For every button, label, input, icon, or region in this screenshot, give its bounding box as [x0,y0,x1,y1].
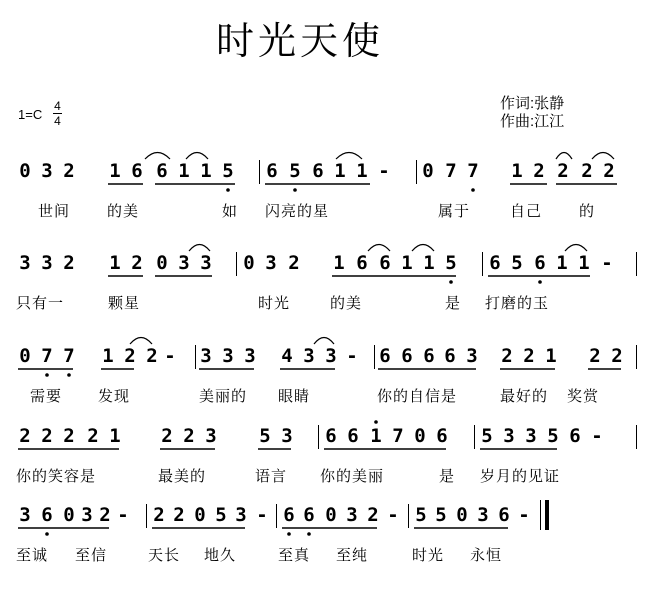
note: 2 [533,160,545,182]
lyric-text: 自己 [510,202,543,220]
note: 6 [131,160,143,182]
score-system-4 [0,425,647,495]
time-signature-top: 4 [54,99,61,113]
note: 2 [19,425,31,447]
lyric-text: 时光 [258,294,291,312]
composer-line [500,113,564,131]
note: 6 [41,504,53,526]
note: 3 [265,252,277,274]
note: 6 [534,252,546,274]
note: 2 [611,345,623,367]
slur-arc [412,245,434,252]
composer-name: 江江 [534,113,565,130]
note: 1 [200,160,212,182]
lyric-text: 打磨的玉 [485,294,550,312]
note: 7 [467,160,479,182]
lyric-text: 至真 [278,546,311,564]
note: 0 [63,504,75,526]
note: 3 [325,345,337,367]
lyric-text: 你的笑容是 [16,467,97,485]
note: 1 [401,252,413,274]
note: 0 [243,252,255,274]
slur-arc [314,338,334,345]
note: 4 [281,345,293,367]
slur-arc [592,153,614,160]
lyric-text: 发现 [98,387,131,405]
note-extension: - [591,425,603,447]
note: 1 [370,425,382,447]
note: 3 [466,345,478,367]
notation-marks [0,425,647,495]
note-extension: - [256,504,268,526]
slur-arc [368,245,390,252]
note-extension: - [164,345,176,367]
note: 6 [423,345,435,367]
note: 1 [578,252,590,274]
octave-dot-above [374,420,378,424]
note: 2 [603,160,615,182]
note: 2 [87,425,99,447]
note: 2 [146,345,158,367]
note: 1 [109,252,121,274]
note: 0 [422,160,434,182]
note: 6 [356,252,368,274]
lyric-text: 至纯 [336,546,369,564]
credits [500,95,564,131]
score-system-5 [0,504,647,574]
octave-dot-below [287,532,291,536]
note: 2 [99,504,111,526]
note: 2 [501,345,513,367]
note: 0 [194,504,206,526]
note: 1 [178,160,190,182]
lyric-text: 的美 [107,202,140,220]
notation-marks [0,252,647,322]
score-system-2 [0,252,647,322]
note: 6 [379,345,391,367]
octave-dot-below [449,280,453,284]
note-extension: - [346,345,358,367]
note: 6 [436,425,448,447]
note: 5 [435,504,447,526]
note-extension: - [601,252,613,274]
note: 6 [283,504,295,526]
lyric-text: 属于 [438,202,471,220]
note: 3 [525,425,537,447]
note: 3 [41,252,53,274]
note: 2 [367,504,379,526]
note: 2 [124,345,136,367]
lyric-text: 的 [579,202,596,220]
octave-dot-below [538,280,542,284]
lyric-text: 只有一 [16,294,65,312]
notation-marks [0,160,647,230]
note: 1 [334,160,346,182]
note: 1 [556,252,568,274]
score-system-1 [0,160,647,230]
note: 2 [557,160,569,182]
note: 5 [511,252,523,274]
note: 6 [266,160,278,182]
note: 2 [63,160,75,182]
note: 1 [545,345,557,367]
slur-arc [189,245,210,252]
lyric-text: 世间 [38,202,71,220]
slur-arc [556,153,572,160]
note: 0 [414,425,426,447]
note: 6 [444,345,456,367]
note: 3 [41,160,53,182]
octave-dot-below [471,188,475,192]
note: 2 [581,160,593,182]
lyric-text: 奖赏 [567,387,600,405]
note: 5 [481,425,493,447]
note: 1 [511,160,523,182]
lyric-text: 语言 [255,467,288,485]
lyricist-line [500,95,564,113]
note: 3 [477,504,489,526]
note-extension: - [378,160,390,182]
note: 0 [325,504,337,526]
note: 3 [19,504,31,526]
note: 3 [346,504,358,526]
note-extension: - [117,504,129,526]
lyric-text: 至诚 [16,546,49,564]
lyric-text: 你的自信是 [377,387,458,405]
note-extension: - [518,504,530,526]
note: 1 [109,160,121,182]
note: 6 [379,252,391,274]
note: 2 [153,504,165,526]
note: 5 [415,504,427,526]
lyric-text: 最好的 [500,387,549,405]
octave-dot-below [45,532,49,536]
lyric-text: 天长 [148,546,181,564]
note: 1 [423,252,435,274]
note: 3 [81,504,93,526]
note: 7 [392,425,404,447]
lyric-text: 至信 [75,546,108,564]
note: 3 [200,252,212,274]
lyric-text: 颗星 [108,294,141,312]
note: 6 [303,504,315,526]
note: 6 [347,425,359,447]
note: 3 [205,425,217,447]
note: 3 [178,252,190,274]
lyric-text: 如 [222,202,239,220]
score-system-3 [0,345,647,415]
notation-marks [0,504,647,574]
note: 6 [156,160,168,182]
note: 2 [63,252,75,274]
note: 5 [547,425,559,447]
octave-dot-below [67,373,71,377]
octave-dot-below [307,532,311,536]
note: 7 [445,160,457,182]
lyricist-name: 张静 [534,95,565,112]
time-signature-bottom: 4 [54,114,61,128]
note-extension: - [387,504,399,526]
note: 2 [288,252,300,274]
lyric-text: 岁月的见证 [480,467,561,485]
lyric-text: 闪亮的星 [265,202,330,220]
note: 3 [303,345,315,367]
note: 2 [131,252,143,274]
slur-arc [130,338,152,345]
lyric-text: 时光 [412,546,445,564]
lyric-text: 最美的 [158,467,207,485]
note: 3 [503,425,515,447]
octave-dot-below [226,188,230,192]
note: 3 [281,425,293,447]
note: 3 [19,252,31,274]
lyric-text: 美丽的 [199,387,248,405]
note: 7 [63,345,75,367]
note: 1 [356,160,368,182]
note: 2 [589,345,601,367]
note: 1 [333,252,345,274]
note: 6 [498,504,510,526]
note: 6 [489,252,501,274]
time-signature [53,100,62,127]
note: 5 [289,160,301,182]
note: 5 [259,425,271,447]
octave-dot-below [293,188,297,192]
lyricist-label: 作词: [500,95,535,112]
note: 6 [312,160,324,182]
octave-dot-below [45,373,49,377]
lyric-text: 的美 [330,294,363,312]
lyric-text: 地久 [204,546,237,564]
note: 3 [200,345,212,367]
slur-arc [565,245,587,252]
note: 6 [325,425,337,447]
note: 6 [569,425,581,447]
note: 1 [109,425,121,447]
note: 5 [222,160,234,182]
lyric-text: 是 [445,294,462,312]
note: 0 [156,252,168,274]
note: 1 [102,345,114,367]
notation-marks [0,345,647,415]
lyric-text: 你的美丽 [320,467,385,485]
note: 6 [401,345,413,367]
note: 7 [41,345,53,367]
lyric-text: 需要 [30,387,63,405]
composer-label: 作曲: [500,113,535,130]
note: 3 [235,504,247,526]
note: 5 [215,504,227,526]
note: 2 [161,425,173,447]
lyric-text: 眼睛 [278,387,311,405]
key-signature: 1=C [18,107,43,122]
slur-arc [186,153,208,160]
note: 3 [222,345,234,367]
slur-arc [145,153,170,160]
note: 2 [173,504,185,526]
note: 2 [523,345,535,367]
lyric-text: 永恒 [470,546,503,564]
lyric-text: 是 [439,467,456,485]
slur-arc [336,153,362,160]
song-title: 时光天使 [215,19,384,63]
note: 5 [445,252,457,274]
note: 0 [19,160,31,182]
note: 3 [244,345,256,367]
note: 0 [19,345,31,367]
note: 2 [183,425,195,447]
note: 2 [63,425,75,447]
note: 2 [41,425,53,447]
note: 0 [456,504,468,526]
